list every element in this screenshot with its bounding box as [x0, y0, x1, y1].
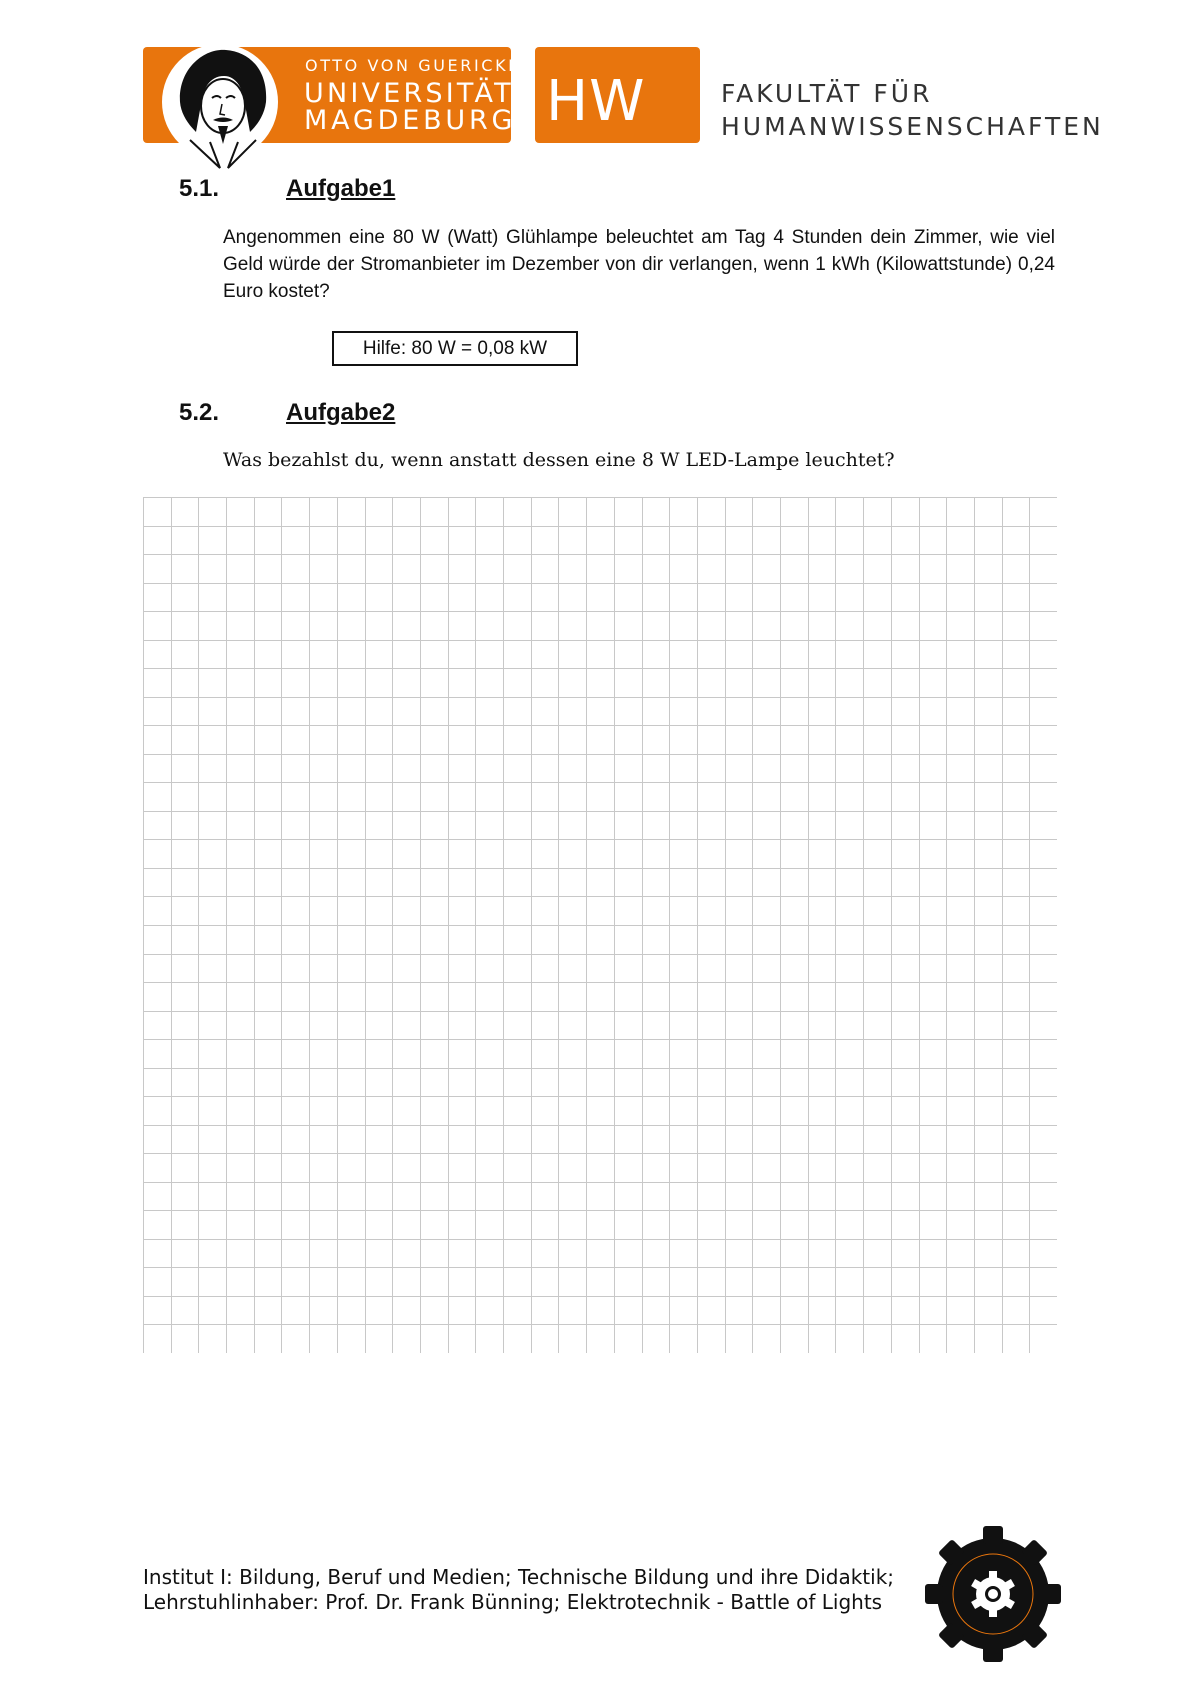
- answer-grid[interactable]: [143, 497, 1057, 1353]
- schuelerlabor-gear-icon: [925, 1526, 1061, 1662]
- university-name-line2: UNIVERSITÄT: [304, 78, 514, 109]
- task-text: Was bezahlst du, wenn anstatt dessen eine 8 W LED-Lampe leuchtet?: [223, 449, 895, 471]
- hw-logo-text: HW: [546, 69, 646, 134]
- task-text: Angenommen eine 80 W (Watt) Glühlampe beleuchtet am Tag 4 Stunden dein Zimmer, wie viel Geld würde der Stromanbieter im Dezember von dir verlangen, wenn 1 kWh (Kilowattstunde) 0,24 Euro kostet?: [223, 227, 1055, 302]
- hint-box: Hilfe: 80 W = 0,08 kW: [332, 331, 578, 366]
- section-number: 5.2.: [179, 399, 220, 426]
- footer-line1: Institut I: Bildung, Beruf und Medien; Technische Bildung und ihre Didaktik;: [143, 1565, 895, 1589]
- section-title: Aufgabe2: [286, 399, 396, 426]
- guericke-portrait-icon: [158, 40, 296, 170]
- faculty-name-line2: HUMANWISSENSCHAFTEN: [721, 112, 1104, 141]
- university-name-line3: MAGDEBURG: [304, 105, 517, 136]
- section-title: Aufgabe1: [286, 175, 396, 202]
- university-name-line1: OTTO VON GUERICKE: [305, 56, 521, 75]
- faculty-name-line1: FAKULTÄT FÜR: [721, 79, 933, 108]
- footer-line2: Lehrstuhlinhaber: Prof. Dr. Frank Bünning; Elektrotechnik - Battle of Lights: [143, 1590, 883, 1614]
- section-number: 5.1.: [179, 175, 220, 202]
